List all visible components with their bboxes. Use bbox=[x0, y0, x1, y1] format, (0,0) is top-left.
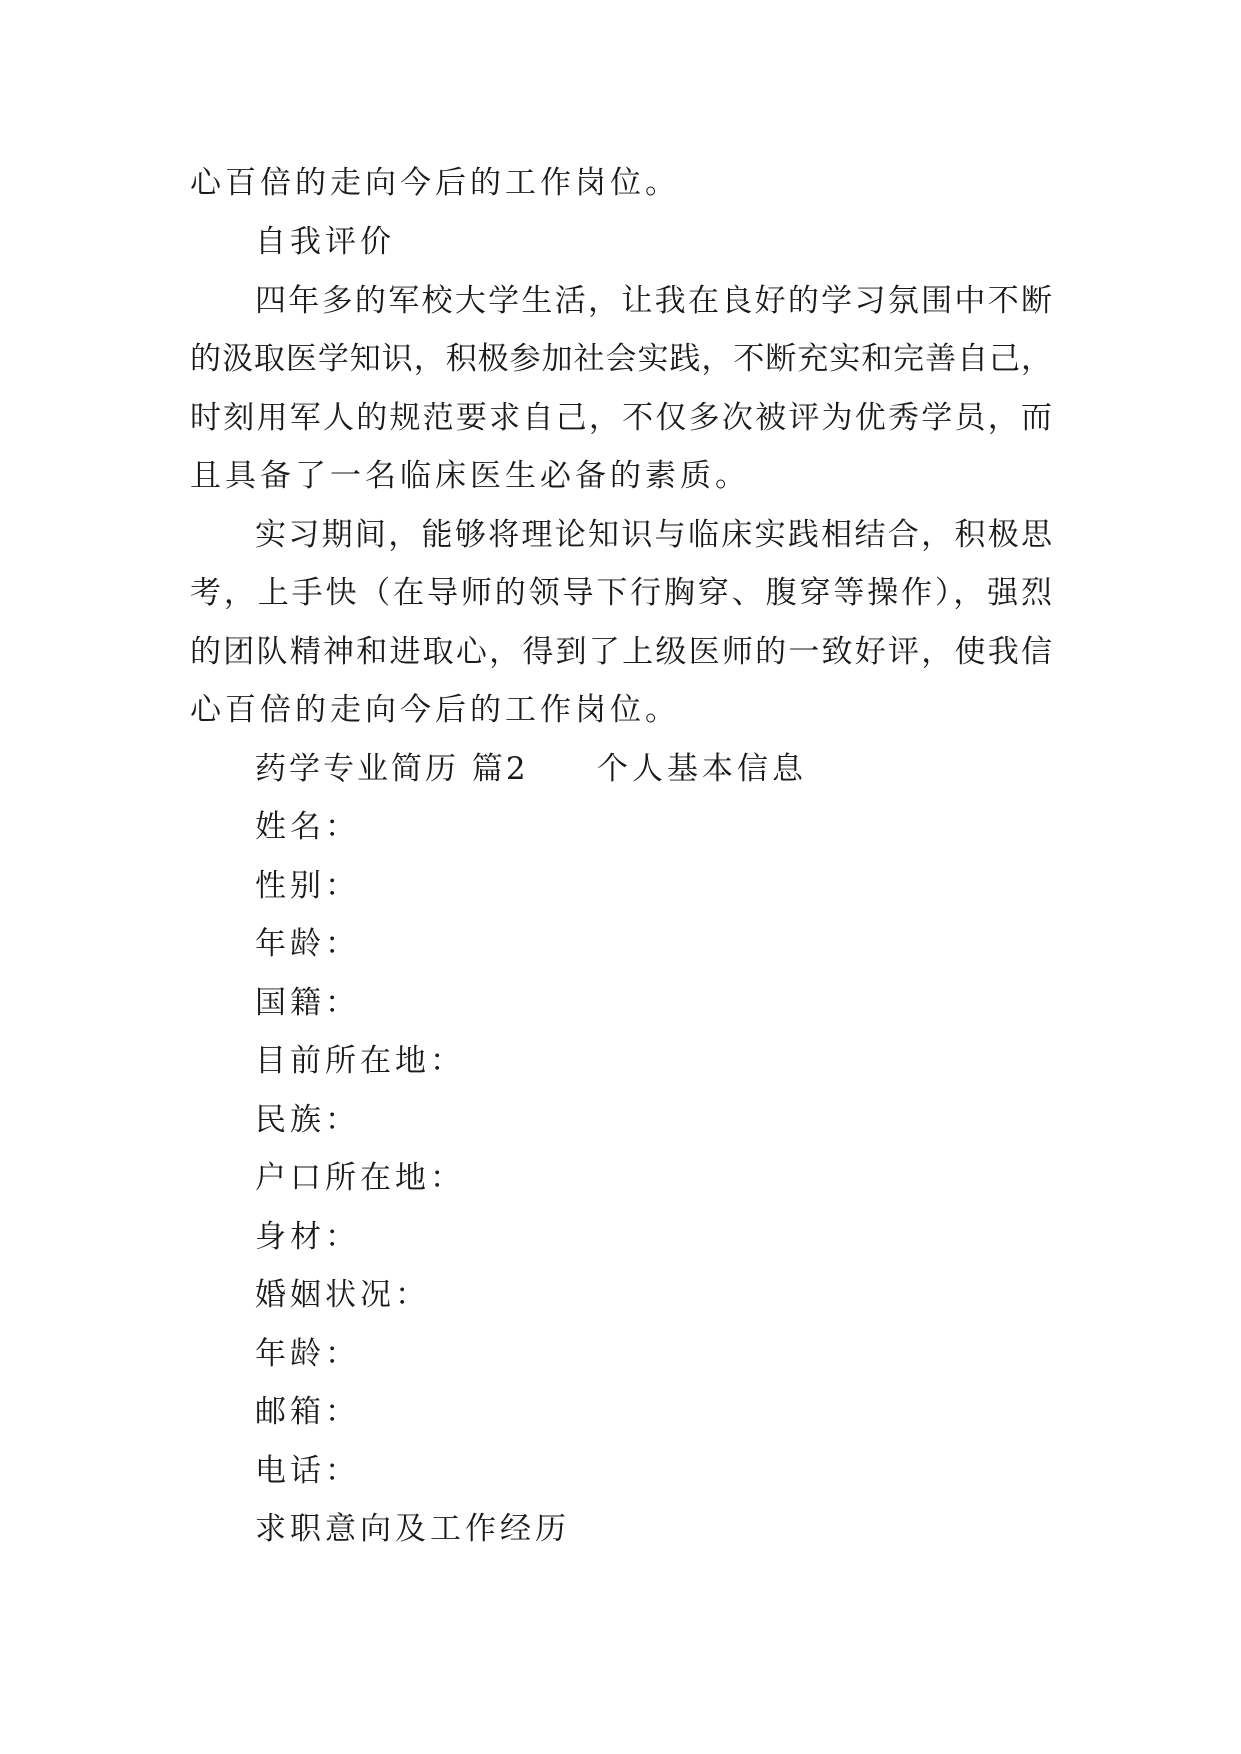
paragraph-line: 心百倍的走向今后的工作岗位。 bbox=[190, 165, 680, 201]
field-label-gender: 性别： bbox=[255, 868, 360, 904]
paragraph-line: 的团队精神和进取心，得到了上级医师的一致好评，使我信 bbox=[190, 634, 1052, 670]
paragraph-line: 四年多的军校大学生活，让我在良好的学习氛围中不断 bbox=[255, 283, 1052, 319]
field-label-email: 邮箱： bbox=[255, 1394, 360, 1430]
field-label-ethnicity: 民族： bbox=[255, 1102, 360, 1138]
field-label-name: 姓名： bbox=[255, 809, 360, 845]
field-label-age-2: 年龄： bbox=[255, 1336, 360, 1372]
paragraph-line: 且具备了一名临床医生必备的素质。 bbox=[190, 458, 750, 494]
paragraph-line: 时刻用军人的规范要求自己，不仅多次被评为优秀学员，而 bbox=[190, 400, 1052, 436]
section-heading-self-evaluation: 自我评价 bbox=[255, 224, 395, 260]
field-label-build: 身材： bbox=[255, 1219, 360, 1255]
field-label-age: 年龄： bbox=[255, 926, 360, 962]
paragraph-line: 的汲取医学知识，积极参加社会实践，不断充实和完善自己， bbox=[190, 341, 1052, 377]
field-label-phone: 电话： bbox=[255, 1453, 360, 1489]
paragraph-line: 心百倍的走向今后的工作岗位。 bbox=[190, 692, 680, 728]
paragraph-line: 实习期间，能够将理论知识与临床实践相结合，积极思 bbox=[255, 517, 1052, 553]
section-title: 药学专业简历 篇2 bbox=[255, 751, 529, 787]
field-label-household-registration: 户口所在地： bbox=[255, 1160, 465, 1196]
field-label-nationality: 国籍： bbox=[255, 985, 360, 1021]
paragraph-line: 考，上手快（在导师的领导下行胸穿、腹穿等操作），强烈 bbox=[190, 575, 1052, 611]
field-label-marital-status: 婚姻状况： bbox=[255, 1277, 430, 1313]
field-label-current-location: 目前所在地： bbox=[255, 1043, 465, 1079]
section-subtitle: 个人基本信息 bbox=[597, 751, 807, 787]
section-heading-job-intention: 求职意向及工作经历 bbox=[255, 1511, 570, 1547]
